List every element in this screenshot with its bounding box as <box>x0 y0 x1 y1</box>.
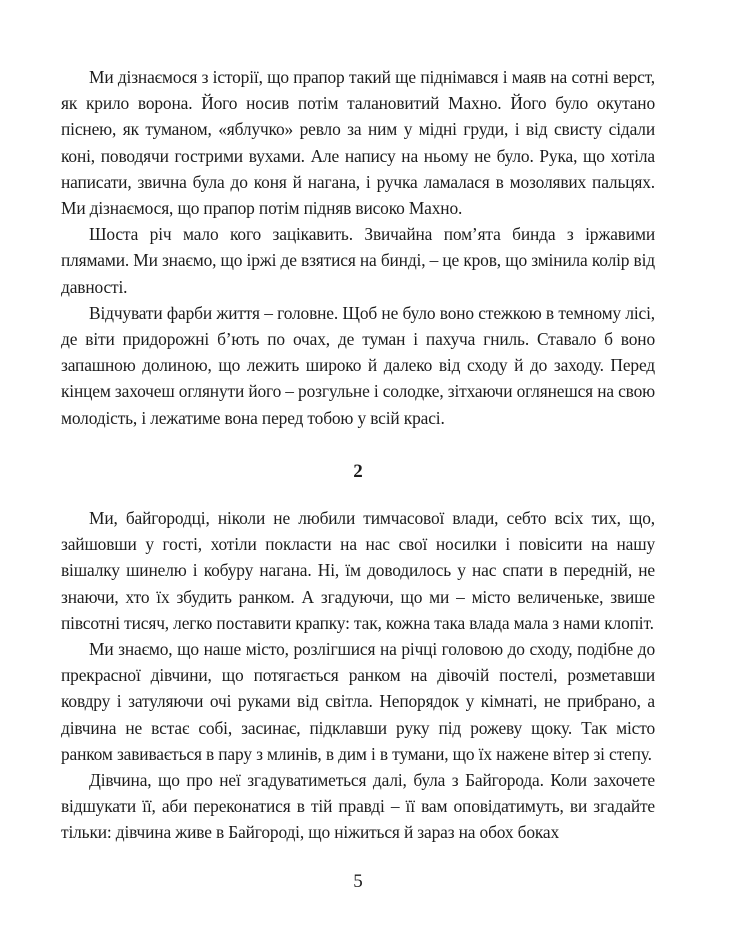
book-page <box>61 64 655 894</box>
page-number: 5 <box>353 871 363 892</box>
text-section-2 <box>61 505 655 846</box>
paragraph-colors-of-life: Відчувати фарби життя – головне. Щоб не було воно стежкою в темному лісі, де віти придорожні б’ють по очах, де туман і пахуча гниль. Ставало б воно запашною долиною, що лежить широко й далеко від сходу й до заходу. Перед кінцем захочеш оглянути його – розгульне і солодке, зітхаючи оглянешся на свою молодість, і лежатиме вона перед тобою у всій красі. <box>61 302 656 428</box>
chapter-number: 2 <box>353 461 363 482</box>
paragraph-history-flag: Ми дізнаємося з історії, що прапор такий ще піднімався і маяв на сотні верст, як крило ворона. Його носив потім талановитий Махно. Його було окутано піснею, як туманом, «яблучко» ревло за ним у мідні груди, і від свисту сідали коні, поводячи гострими вухами. Але напису на ньому не було. Рука, що хотіла написати, звична була до коня й нагана, і ручка ламалася в мозолявих пальцях. Ми дізнаємося, що прапор потім підняв високо Махно. <box>61 67 655 219</box>
paragraph-baygorodtsi: Ми, байгородці, ніколи не любили тимчасової влади, себто всіх тих, що, зайшовши у гості, хотіли покласти на нас свої носилки і повісити на нашу вішалку шинелю і кобуру нагана. Ні, їм доводилось у нас спати в передній, не знаючи, хто їх збудить ранком. А згадуючи, що ми – місто величеньке, звише півсотні тисяч, легко поставити крапку: так, кожна така влада мала з нами клопіт. <box>61 508 655 633</box>
paragraph-sixth-item: Шоста річ мало кого зацікавить. Звичайна пом’ята бинда з іржавими плямами. Ми знаємо, що іржі де взятися на бинді, – це кров, що змінила колір від давності. <box>61 224 655 297</box>
paragraph-city-as-girl: Ми знаємо, що наше місто, розлігшися на річці головою до сходу, подібне до прекрасної дівчини, що потягається ранком на дівочій постелі, розметавши ковдру і затуляючи очі руками від світла. Непорядок у кімнаті, не прибрано, а дівчина не встає собі, засинає, підклавши руку під рожеву щоку. Так місто ранком завивається в пару з млинів, в дим і в тумани, що їх нажене вітер зі степу. <box>61 639 655 764</box>
paragraph-girl-from-baygorod: Дівчина, що про неї згадуватиметься далі, була з Байгорода. Коли захочете відшукати її, аби переконатися в тій правді – її вам оповідатимуть, ви згадайте тільки: дівчина живе в Байгороді, що ніжиться й зараз на обох боках <box>61 770 655 843</box>
text-section-1 <box>61 64 655 431</box>
